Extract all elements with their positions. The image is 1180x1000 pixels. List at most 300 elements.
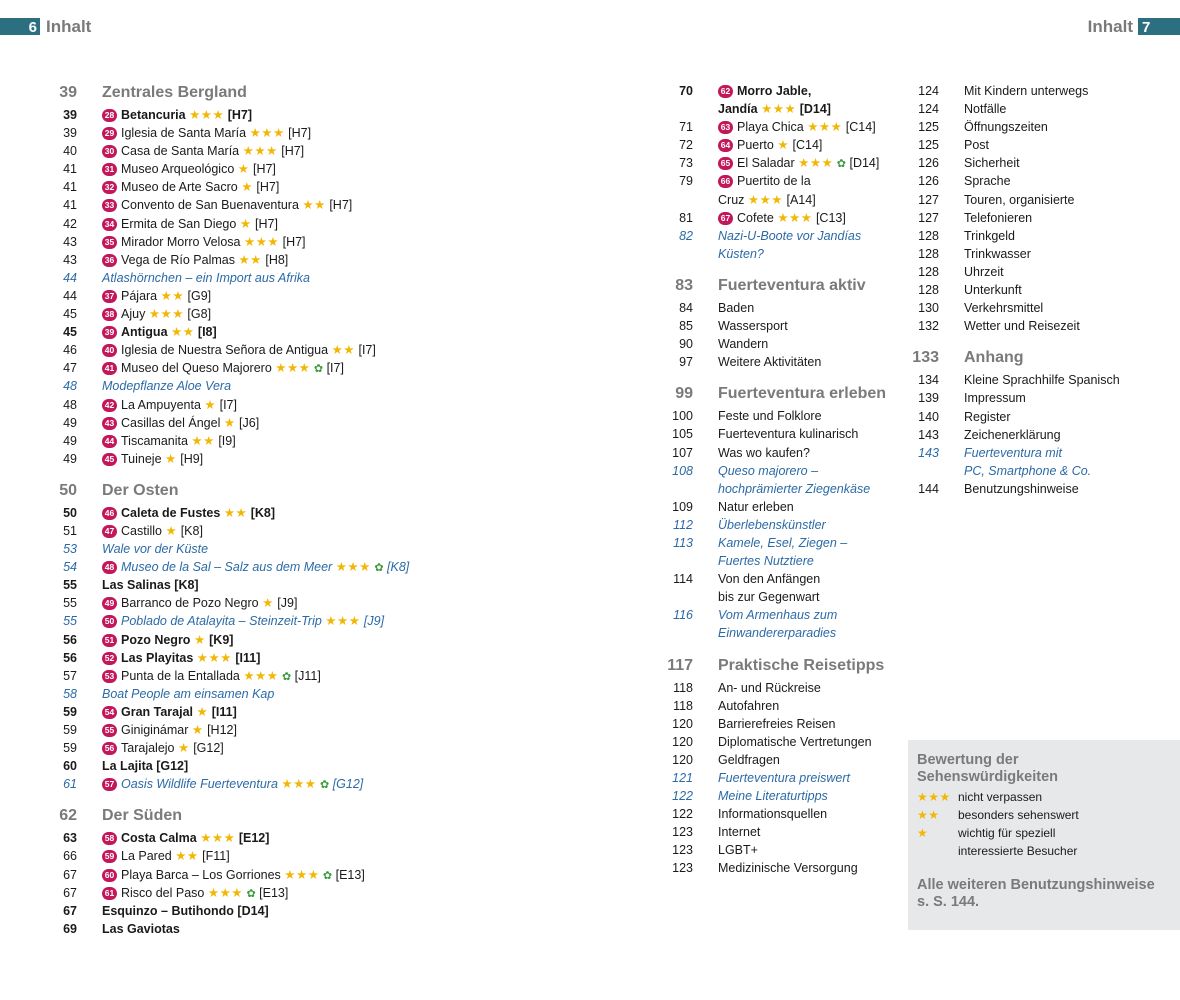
toc-entry[interactable]: [52, 649, 492, 667]
toc-entry[interactable]: [650, 82, 900, 100]
toc-entry[interactable]: [52, 269, 492, 287]
toc-entry[interactable]: [650, 299, 900, 317]
section-heading: [52, 478, 492, 504]
toc-entry[interactable]: [52, 884, 492, 902]
toc-entry[interactable]: [650, 787, 900, 805]
star-icon: ★★★: [207, 885, 243, 900]
toc-entry[interactable]: [650, 624, 900, 642]
map-grid-reference: [J9]: [277, 596, 298, 611]
toc-entry[interactable]: [900, 100, 1160, 118]
toc-entry[interactable]: [650, 353, 900, 371]
toc-entry[interactable]: [650, 154, 900, 172]
toc-entry[interactable]: [900, 209, 1160, 227]
entry-title: bis zur Gegenwart: [718, 590, 820, 605]
page-number: 114: [673, 572, 693, 587]
toc-entry[interactable]: [900, 371, 1160, 389]
page-number: 85: [679, 319, 693, 334]
entry-text: [102, 106, 252, 124]
page-number: 41: [63, 198, 77, 213]
entry-title: Sicherheit: [964, 156, 1020, 171]
page-number: 71: [679, 120, 693, 135]
star-icon: ★: [223, 415, 236, 430]
toc-entry[interactable]: [650, 317, 900, 335]
toc-entry[interactable]: [52, 739, 492, 757]
toc-entry[interactable]: [52, 504, 492, 522]
entry-title: Tuineje: [121, 451, 162, 466]
toc-entry[interactable]: [650, 444, 900, 462]
sight-number-badge: 48: [102, 561, 117, 574]
toc-entry[interactable]: [650, 172, 900, 190]
section-heading: [650, 653, 900, 679]
star-icon: ★★: [191, 433, 215, 448]
entry-text: [102, 414, 259, 432]
star-icon: ★★: [331, 343, 355, 358]
toc-entry[interactable]: [900, 281, 1160, 299]
toc-entry[interactable]: [52, 667, 492, 685]
sight-number-badge: 64: [718, 139, 733, 152]
page-number: 49: [63, 451, 77, 466]
map-grid-reference: [G8]: [187, 307, 212, 322]
toc-entry[interactable]: [52, 450, 492, 468]
entry-title: Wale vor der Küste: [102, 542, 209, 557]
entry-text: [102, 377, 231, 395]
section-heading: [900, 345, 1160, 371]
page-number: 107: [672, 445, 693, 460]
entry-title: Las Salinas: [102, 578, 171, 593]
page-number: 122: [672, 789, 693, 804]
star-icon: ★★★: [335, 560, 371, 575]
toc-entry[interactable]: [900, 408, 1160, 426]
entry-text: [964, 371, 1120, 389]
entry-text: [718, 624, 836, 642]
toc-entry[interactable]: [650, 335, 900, 353]
entry-text: [102, 178, 279, 196]
toc-entry[interactable]: [900, 154, 1160, 172]
toc-entry[interactable]: [52, 377, 492, 395]
entry-text: [964, 172, 1011, 190]
toc-entry[interactable]: [900, 136, 1160, 154]
entry-title: Puerto: [737, 138, 774, 153]
star-icon: ★★★: [249, 126, 285, 141]
entry-text: [102, 829, 269, 847]
toc-entry[interactable]: [900, 426, 1160, 444]
entry-text: [718, 299, 754, 317]
entry-title: Sprache: [964, 174, 1011, 189]
entry-title: Tiscamanita: [121, 433, 188, 448]
toc-entry[interactable]: [650, 733, 900, 751]
entry-text: [964, 480, 1079, 498]
star-icon: ★★: [302, 198, 326, 213]
page-number: 130: [918, 301, 939, 316]
toc-entry[interactable]: [650, 841, 900, 859]
sight-number-badge: 62: [718, 85, 733, 98]
entry-title: LGBT+: [718, 843, 758, 858]
map-grid-reference: [H7]: [255, 216, 278, 231]
map-grid-reference: [I7]: [358, 343, 376, 358]
page-number: 59: [63, 741, 77, 756]
map-grid-reference: [G9]: [187, 288, 212, 303]
map-grid-reference: [C13]: [815, 210, 846, 225]
entry-text: [718, 381, 886, 407]
toc-entry[interactable]: [650, 715, 900, 733]
entry-text: [102, 160, 276, 178]
page-number: 55: [63, 596, 77, 611]
map-grid-reference: [K8]: [387, 560, 410, 575]
nature-leaf-icon: ✿: [320, 779, 330, 792]
entry-title: Boat People am einsamen Kap: [102, 686, 275, 701]
toc-entry[interactable]: [650, 534, 900, 552]
toc-entry[interactable]: [650, 516, 900, 534]
toc-entry[interactable]: [900, 480, 1160, 498]
toc-entry[interactable]: [52, 540, 492, 558]
toc-entry[interactable]: [52, 866, 492, 884]
page-number: 118: [673, 698, 693, 713]
toc-entry[interactable]: [52, 721, 492, 739]
entry-text: [718, 425, 858, 443]
page-number: 97: [679, 355, 693, 370]
entry-text: [102, 359, 344, 378]
toc-entry[interactable]: [52, 323, 492, 341]
page-number: 39: [63, 108, 77, 122]
toc-entry[interactable]: [650, 769, 900, 787]
page-number: 57: [63, 668, 77, 683]
toc-entry[interactable]: [650, 209, 900, 227]
entry-title: Nazi-U-Boote vor Jandías: [718, 228, 862, 243]
entry-title: Betancuria: [121, 108, 186, 122]
page-number: 99: [675, 385, 693, 403]
entry-title: Casillas del Ángel: [121, 415, 221, 430]
entry-text: [718, 273, 866, 299]
toc-entry[interactable]: [52, 359, 492, 377]
entry-title: Register: [964, 409, 1011, 424]
map-grid-reference: [I7]: [326, 361, 344, 376]
page-number: 83: [675, 276, 693, 294]
toc-entry[interactable]: [52, 558, 492, 576]
nature-leaf-icon: ✿: [374, 562, 384, 575]
entry-text: [102, 478, 178, 504]
entry-title: Convento de San Buenaventura: [121, 198, 299, 213]
toc-entry[interactable]: [650, 552, 900, 570]
map-grid-reference: [K9]: [209, 632, 234, 647]
page-number: 123: [672, 861, 693, 876]
entry-title: Playa Chica: [737, 120, 804, 135]
toc-entry[interactable]: [52, 196, 492, 214]
page-number: 128: [918, 283, 939, 298]
entry-text: [102, 847, 230, 865]
toc-entry[interactable]: [650, 425, 900, 443]
entry-title: Fuerteventura erleben: [718, 385, 887, 403]
entry-text: [102, 269, 310, 287]
star-icon: ★★: [238, 252, 262, 267]
entry-text: [964, 209, 1032, 227]
star-icon: ★: [165, 451, 177, 466]
entry-text: [102, 757, 188, 775]
toc-entry[interactable]: [650, 462, 900, 480]
star-icon: ★★: [917, 808, 940, 822]
toc-entry[interactable]: [650, 227, 900, 245]
map-grid-reference: [H9]: [180, 451, 204, 466]
sight-number-badge: 28: [102, 109, 117, 122]
toc-entry[interactable]: [900, 118, 1160, 136]
page-number: 144: [918, 481, 939, 496]
toc-entry[interactable]: [52, 178, 492, 196]
star-icon: ★: [165, 523, 178, 538]
sight-number-badge: 34: [102, 218, 117, 231]
toc-entry[interactable]: [900, 191, 1160, 209]
entry-title: Wetter und Reisezeit: [964, 319, 1080, 334]
toc-entry[interactable]: [52, 251, 492, 269]
sight-number-badge: 46: [102, 507, 117, 520]
page-number: 44: [63, 288, 77, 303]
map-grid-reference: [I11]: [235, 650, 261, 665]
toc-entry[interactable]: [52, 757, 492, 775]
toc-entry[interactable]: [650, 407, 900, 425]
star-icon: ★★★: [242, 144, 278, 159]
entry-text: [102, 775, 363, 794]
entry-text: [102, 884, 288, 903]
toc-entry[interactable]: [900, 82, 1160, 100]
toc-entry[interactable]: [52, 414, 492, 432]
entry-text: [102, 612, 384, 630]
entry-title: Der Süden: [102, 807, 183, 825]
page-header-right: Inhalt: [1087, 17, 1133, 36]
page-number: 120: [672, 752, 693, 767]
toc-entry[interactable]: [900, 389, 1160, 407]
toc-entry[interactable]: [650, 751, 900, 769]
page-number: 140: [918, 409, 939, 424]
toc-entry[interactable]: [650, 697, 900, 715]
nature-leaf-icon: ✿: [313, 363, 324, 376]
toc-entry[interactable]: [650, 100, 900, 118]
section-heading: [52, 80, 492, 106]
map-grid-reference: [J9]: [363, 614, 385, 629]
toc-entry[interactable]: [650, 136, 900, 154]
page-number: 40: [63, 144, 77, 159]
toc-entry[interactable]: [52, 703, 492, 721]
toc-entry[interactable]: [52, 612, 492, 630]
entry-title: Tarajalejo: [121, 741, 175, 756]
page-number: 62: [59, 807, 77, 825]
page-number: 39: [63, 126, 77, 141]
toc-entry[interactable]: [900, 245, 1160, 263]
toc-entry[interactable]: [52, 594, 492, 612]
toc-entry[interactable]: [52, 142, 492, 160]
page-number: 49: [63, 415, 77, 430]
sight-number-badge: 31: [102, 163, 117, 176]
entry-title: Modepflanze Aloe Vera: [102, 379, 232, 394]
page-number: 120: [672, 716, 693, 731]
sight-number-badge: 42: [102, 399, 117, 412]
entry-title: Jandía: [718, 102, 758, 117]
page-number: 41: [63, 180, 77, 195]
sight-number-badge: 61: [102, 887, 117, 900]
toc-entry[interactable]: [52, 215, 492, 233]
entry-text: [718, 245, 764, 263]
star-icon: ★★★: [325, 614, 361, 629]
toc-entry[interactable]: [52, 233, 492, 251]
star-icon: ★: [917, 826, 929, 840]
toc-entry[interactable]: [650, 588, 900, 606]
map-grid-reference: [A14]: [786, 192, 816, 207]
entry-title: Fuerteventura preiswert: [718, 771, 851, 785]
entry-text: [718, 841, 758, 859]
toc-entry[interactable]: [650, 570, 900, 588]
entry-text: [964, 345, 1024, 371]
nature-leaf-icon: ✿: [322, 869, 333, 882]
entry-text: [102, 450, 203, 468]
entry-text: [102, 739, 224, 757]
toc-entry[interactable]: [650, 859, 900, 877]
entry-text: [102, 576, 199, 594]
page-number: 72: [679, 138, 693, 153]
entry-title: Risco del Paso: [121, 885, 205, 900]
toc-entry[interactable]: [52, 305, 492, 323]
entry-text: [718, 653, 884, 679]
map-grid-reference: [D14]: [799, 102, 831, 117]
map-grid-reference: [K8]: [180, 523, 203, 538]
toc-entry[interactable]: [650, 498, 900, 516]
star-icon: ★★★: [917, 790, 951, 804]
section-heading: [52, 803, 492, 829]
toc-entry[interactable]: [52, 685, 492, 703]
section-heading: [650, 273, 900, 299]
entry-title: Fuerteventura kulinarisch: [718, 427, 859, 442]
toc-entry[interactable]: [52, 287, 492, 305]
entry-title: Einwandererparadies: [718, 626, 837, 641]
entry-title: Museo de Arte Sacro: [121, 180, 238, 195]
entry-title: Barranco de Pozo Negro: [121, 596, 259, 611]
star-icon: ★★: [160, 288, 185, 303]
toc-entry[interactable]: [52, 160, 492, 178]
star-icon: ★★★: [243, 234, 280, 249]
entry-text: [102, 866, 365, 885]
page-number: 118: [673, 680, 693, 695]
entry-title: Mit Kindern unterwegs: [964, 84, 1089, 98]
toc-entry[interactable]: [52, 341, 492, 359]
entry-text: [102, 233, 306, 251]
page-number: 134: [918, 373, 939, 388]
entry-title: Überlebenskünstler: [718, 517, 826, 532]
page-number: 50: [59, 481, 77, 499]
page-number: 47: [63, 361, 77, 376]
rating-legend: [908, 740, 1180, 930]
toc-entry[interactable]: [650, 191, 900, 209]
map-grid-reference: [H7]: [256, 180, 280, 195]
entry-title: Wassersport: [718, 319, 788, 334]
entry-text: [718, 570, 820, 588]
page-number: 60: [63, 759, 77, 774]
entry-text: [718, 606, 837, 624]
toc-entry[interactable]: [900, 172, 1160, 190]
entry-title: Autofahren: [718, 698, 780, 713]
toc-entry[interactable]: [52, 432, 492, 450]
page-number: 81: [679, 210, 693, 225]
toc-entry[interactable]: [52, 106, 492, 124]
toc-entry[interactable]: [900, 299, 1160, 317]
page-number: 44: [63, 270, 77, 285]
toc-entry[interactable]: [52, 124, 492, 142]
star-icon: ★★★: [196, 650, 232, 665]
toc-entry[interactable]: [52, 576, 492, 594]
toc-entry[interactable]: [650, 118, 900, 136]
entry-title: Trinkgeld: [964, 228, 1015, 243]
map-grid-reference: [D14]: [237, 903, 269, 918]
toc-entry[interactable]: [52, 829, 492, 847]
entry-title: Informationsquellen: [718, 807, 828, 822]
entry-title: Benutzungshinweise: [964, 481, 1079, 496]
entry-text: [718, 805, 827, 823]
entry-title: Anhang: [964, 349, 1024, 367]
entry-title: Meine Literaturtipps: [718, 789, 828, 804]
toc-entry[interactable]: [650, 245, 900, 263]
toc-entry[interactable]: [52, 396, 492, 414]
entry-title: La Lajita: [102, 759, 153, 774]
entry-text: [964, 299, 1043, 317]
entry-text: [718, 679, 821, 697]
page-number: 84: [679, 300, 693, 315]
entry-text: [102, 305, 211, 323]
page-number: 59: [63, 704, 77, 719]
entry-text: [964, 462, 1091, 480]
entry-text: [102, 685, 274, 703]
entry-text: [718, 407, 822, 425]
star-icon: ★: [237, 162, 250, 177]
legend-row: [917, 788, 1042, 806]
entry-title: Antigua: [121, 325, 168, 340]
entry-title: Museo Arqueológico: [121, 162, 235, 177]
entry-title: Castillo: [121, 523, 162, 538]
entry-title: Cofete: [737, 210, 774, 225]
map-grid-reference: [I9]: [218, 433, 236, 448]
entry-text: [718, 209, 846, 227]
entry-text: [102, 142, 304, 160]
toc-entry[interactable]: [52, 902, 492, 920]
toc-entry[interactable]: [900, 462, 1160, 480]
toc-entry[interactable]: [650, 606, 900, 624]
entry-text: [718, 444, 810, 462]
sight-number-badge: 38: [102, 308, 117, 321]
map-grid-reference: [G12]: [156, 759, 189, 774]
toc-entry[interactable]: [900, 263, 1160, 281]
toc-entry[interactable]: [900, 227, 1160, 245]
map-grid-reference: [H7]: [252, 162, 276, 177]
toc-entry[interactable]: [52, 631, 492, 649]
entry-title: Baden: [718, 300, 755, 315]
toc-entry[interactable]: [900, 444, 1160, 462]
toc-entry[interactable]: [52, 920, 492, 938]
map-grid-reference: [G12]: [332, 777, 364, 792]
toc-entry[interactable]: [650, 679, 900, 697]
map-grid-reference: [K8]: [174, 578, 199, 593]
page-number: 51: [63, 523, 77, 538]
entry-title: Atlashörnchen – ein Import aus Afrika: [102, 270, 310, 285]
toc-entry[interactable]: [52, 847, 492, 865]
toc-entry[interactable]: [650, 823, 900, 841]
page-number: 58: [63, 686, 77, 701]
sight-number-badge: 59: [102, 850, 117, 863]
sight-number-badge: 65: [718, 157, 733, 170]
toc-entry[interactable]: [650, 480, 900, 498]
toc-entry[interactable]: [650, 805, 900, 823]
toc-entry[interactable]: [900, 317, 1160, 335]
page-number: 54: [63, 560, 77, 575]
toc-entry[interactable]: [52, 522, 492, 540]
star-icon: ★★★: [275, 361, 311, 376]
entry-text: [964, 263, 1004, 281]
entry-text: [102, 196, 352, 214]
page-number: 67: [63, 903, 77, 918]
toc-entry[interactable]: [52, 775, 492, 793]
